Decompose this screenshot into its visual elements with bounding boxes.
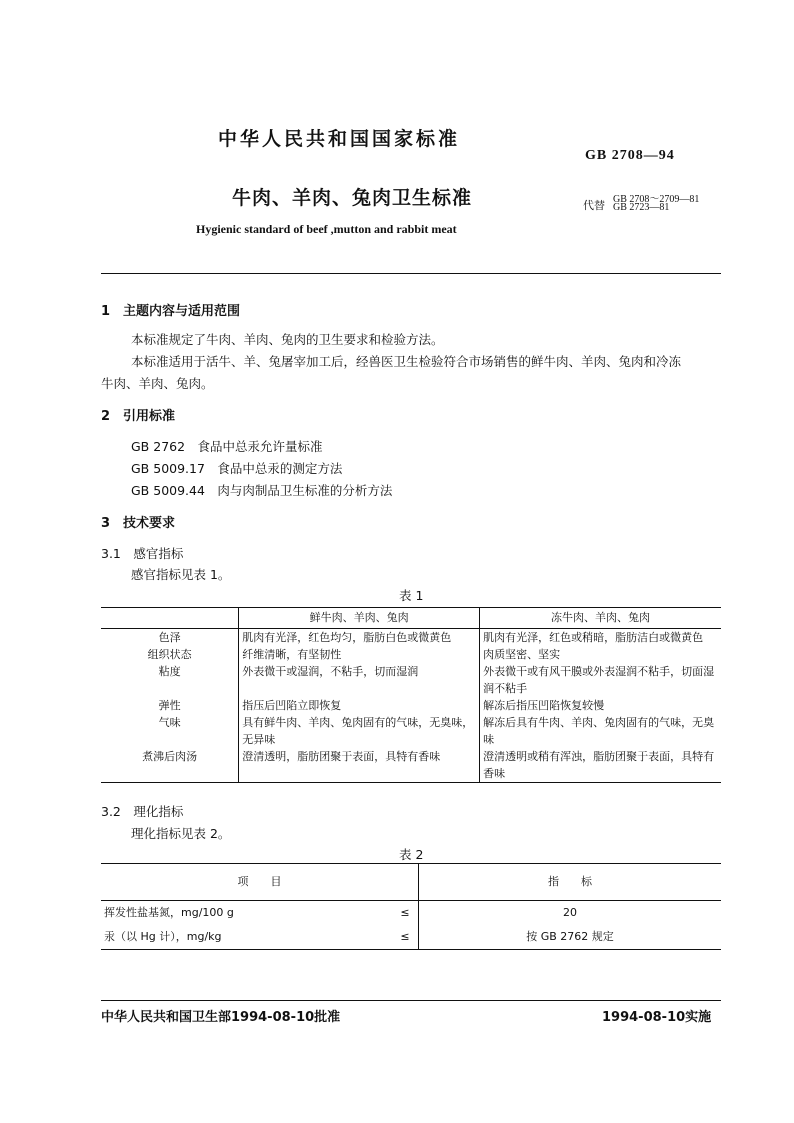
section-3-heading: 3 技术要求 <box>101 516 176 531</box>
row-frozen: 肉质坚密、坚实 <box>483 648 561 661</box>
implementation-date: 1994-08-10实施 <box>602 1010 712 1025</box>
supersede-code-2: GB 2723—81 <box>613 202 670 213</box>
table-header-blank <box>101 608 239 629</box>
table-row <box>101 901 721 926</box>
physicochemical-index-table <box>101 863 721 950</box>
subsection-3-1-heading: 3.1 感官指标 <box>101 546 184 561</box>
table-header-row <box>101 864 721 901</box>
row-frozen: 外表微干或有风干膜或外表湿润不粘手，切面湿润不粘手 <box>483 665 715 695</box>
table-row <box>101 925 721 950</box>
reference-item: GB 2762 食品中总汞允许量标准 <box>131 439 323 454</box>
row-fresh: 纤维清晰，有坚韧性 <box>239 646 480 663</box>
table-header-item: 项 目 <box>101 864 419 901</box>
supersede-label: 代替 <box>583 199 605 212</box>
table-header-fresh: 鲜牛肉、羊肉、兔肉 <box>239 608 480 629</box>
table-row <box>101 663 721 697</box>
subsection-3-2-heading: 3.2 理化指标 <box>101 804 184 819</box>
table-1-caption: 表 1 <box>399 588 424 603</box>
section-1-para-1: 本标准规定了牛肉、羊肉、兔肉的卫生要求和检验方法。 <box>131 332 444 347</box>
standard-title: 中华人民共和国国家标准 <box>218 128 461 150</box>
subsection-3-2-text: 理化指标见表 2。 <box>131 826 231 841</box>
row-fresh: 具有鲜牛肉、羊肉、兔肉固有的气味，无臭味，无异味 <box>239 714 480 748</box>
row-item: 煮沸后肉汤 <box>101 748 239 783</box>
table-row <box>101 714 721 748</box>
table-header-row <box>101 608 721 629</box>
footer-rule <box>101 1000 721 1001</box>
section-2-heading: 2 引用标准 <box>101 409 176 424</box>
row-item: 粘度 <box>101 663 239 697</box>
row-value: 按 GB 2762 规定 <box>526 930 614 943</box>
row-item: 弹性 <box>101 697 239 714</box>
reference-item: GB 5009.44 肉与肉制品卫生标准的分析方法 <box>131 483 393 498</box>
table-row <box>101 748 721 783</box>
row-frozen: 肌肉有光泽，红色或稍暗，脂肪洁白或微黄色 <box>483 631 704 644</box>
row-operator: ≤ <box>392 901 419 926</box>
table-row <box>101 646 721 663</box>
sensory-index-table <box>101 607 721 783</box>
reference-item: GB 5009.17 食品中总汞的测定方法 <box>131 461 343 476</box>
row-item: 汞（以 Hg 计），mg/kg <box>104 930 222 943</box>
section-1-para-2-line-1: 本标准适用于活牛、羊、兔屠宰加工后，经兽医卫生检验符合市场销售的鲜牛肉、羊肉、兔肉和冷冻 <box>131 354 682 369</box>
supersede-code-1: GB 2708～2709—81 <box>613 194 700 205</box>
row-item: 挥发性盐基氮，mg/100 g <box>104 906 234 919</box>
document-title: 牛肉、羊肉、兔肉卫生标准 <box>232 187 473 209</box>
header-rule <box>101 273 721 274</box>
row-frozen: 解冻后具有牛肉、羊肉、兔肉固有的气味，无臭味 <box>483 716 715 746</box>
row-fresh: 澄清透明，脂肪团聚于表面，具特有香味 <box>239 748 480 783</box>
row-fresh: 肌肉有光泽，红色均匀，脂肪白色或微黄色 <box>239 629 480 647</box>
table-2-caption: 表 2 <box>399 847 424 862</box>
row-frozen: 解冻后指压凹陷恢复较慢 <box>483 699 605 712</box>
table-row <box>101 697 721 714</box>
standard-code: GB 2708—94 <box>585 148 675 163</box>
table-header-index: 指 标 <box>419 864 722 901</box>
row-item: 组织状态 <box>101 646 239 663</box>
row-operator: ≤ <box>392 925 419 950</box>
row-fresh: 外表微干或湿润，不粘手，切而湿润 <box>239 663 480 697</box>
english-title: Hygienic standard of beef ,mutton and rabbit meat <box>196 222 457 236</box>
row-item: 色泽 <box>101 629 239 647</box>
table-header-frozen: 冻牛肉、羊肉、兔肉 <box>480 608 721 629</box>
row-fresh: 指压后凹陷立即恢复 <box>239 697 480 714</box>
subsection-3-1-text: 感官指标见表 1。 <box>131 567 231 582</box>
row-value: 20 <box>563 906 577 919</box>
section-1-para-2-line-2: 牛肉、羊肉、兔肉。 <box>101 376 214 391</box>
section-1-heading: 1 主题内容与适用范围 <box>101 304 241 319</box>
row-frozen: 澄清透明或稍有浑浊，脂肪团聚于表面，具特有香味 <box>483 750 715 780</box>
approval-line: 中华人民共和国卫生部1994-08-10批准 <box>101 1010 341 1025</box>
table-row <box>101 629 721 647</box>
row-item: 气味 <box>101 714 239 748</box>
